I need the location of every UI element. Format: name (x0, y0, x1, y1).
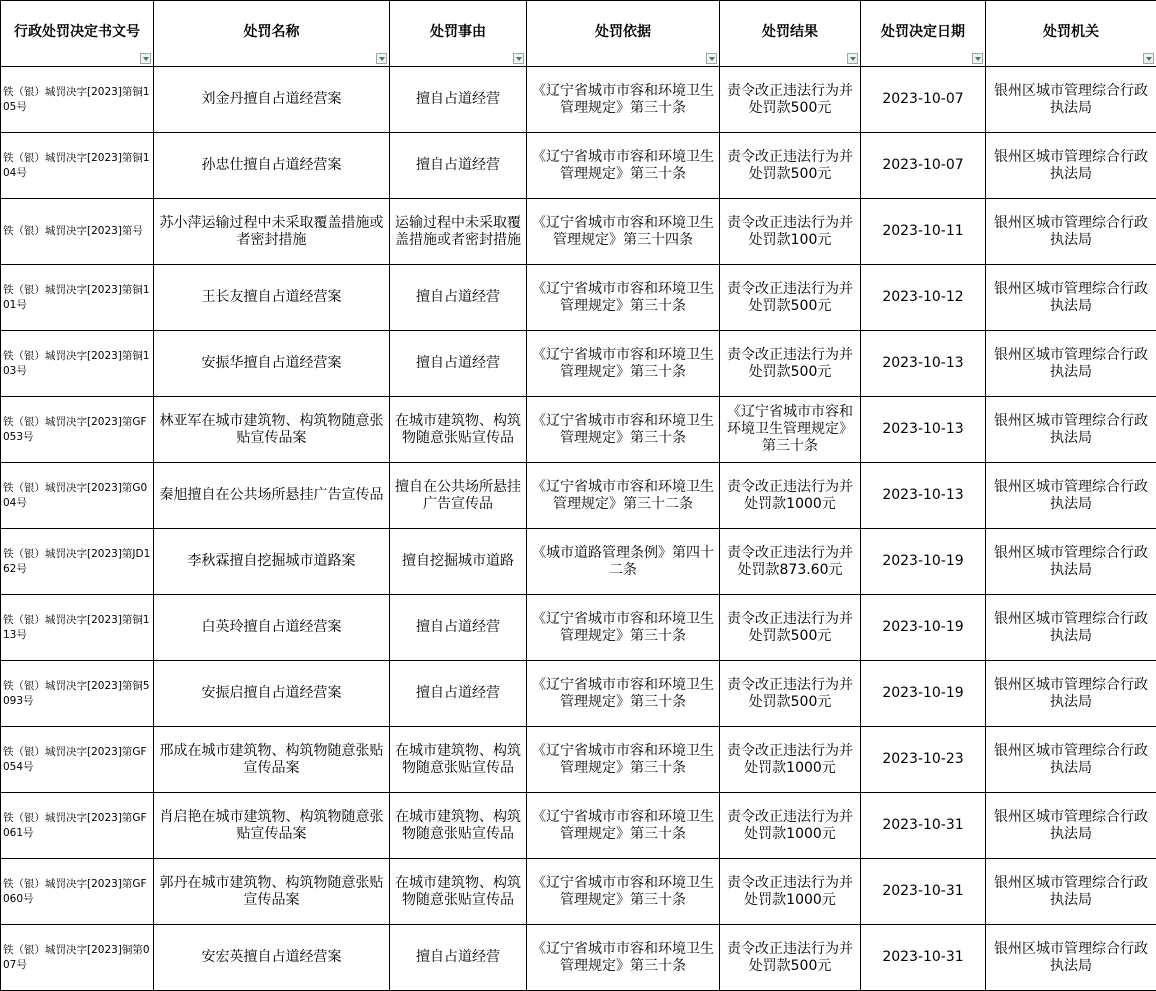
reason-cell[interactable]: 擅自占道经营 (390, 595, 527, 661)
table-row (1, 793, 1156, 859)
table-row (1, 925, 1156, 991)
header-result: 处罚结果 (720, 1, 861, 67)
table-row (1, 199, 1156, 265)
date-cell[interactable]: 2023-10-31 (861, 793, 986, 859)
authority-cell[interactable]: 银州区城市管理综合行政执法局 (986, 397, 1156, 463)
doc-number-cell[interactable]: 铁（银）城罚决字[2023]铜第007号 (1, 925, 154, 991)
case-name-cell[interactable]: 孙忠仕擅自占道经营案 (154, 133, 390, 199)
table-body (1, 67, 1156, 991)
date-cell[interactable]: 2023-10-31 (861, 925, 986, 991)
authority-cell[interactable]: 银州区城市管理综合行政执法局 (986, 133, 1156, 199)
reason-cell[interactable]: 在城市建筑物、构筑物随意张贴宣传品 (390, 859, 527, 925)
case-name-cell[interactable]: 白英玲擅自占道经营案 (154, 595, 390, 661)
basis-cell[interactable]: 《城市道路管理条例》第四十二条 (527, 529, 720, 595)
table-row (1, 859, 1156, 925)
reason-cell[interactable]: 擅自占道经营 (390, 67, 527, 133)
reason-cell[interactable]: 擅自占道经营 (390, 661, 527, 727)
basis-cell[interactable]: 《辽宁省城市市容和环境卫生管理规定》第三十二条 (527, 463, 720, 529)
result-cell[interactable]: 责令改正违法行为并处罚款1000元 (720, 463, 861, 529)
doc-number-cell[interactable]: 铁（银）城罚决字[2023]第G004号 (1, 463, 154, 529)
case-name-cell[interactable]: 李秋霖擅自挖掘城市道路案 (154, 529, 390, 595)
doc-number-cell[interactable]: 铁（银）城罚决字[2023]第铜105号 (1, 67, 154, 133)
table-row (1, 133, 1156, 199)
doc-number-cell[interactable]: 铁（银）城罚决字[2023]第号 (1, 199, 154, 265)
doc-number-cell[interactable]: 铁（银）城罚决字[2023]第铜5093号 (1, 661, 154, 727)
table-row (1, 463, 1156, 529)
date-cell[interactable]: 2023-10-13 (861, 397, 986, 463)
basis-cell[interactable]: 《辽宁省城市市容和环境卫生管理规定》第三十条 (527, 265, 720, 331)
case-name-cell[interactable]: 安振华擅自占道经营案 (154, 331, 390, 397)
filter-dropdown-icon[interactable] (847, 53, 858, 64)
case-name-cell[interactable]: 安振启擅自占道经营案 (154, 661, 390, 727)
date-cell[interactable]: 2023-10-07 (861, 67, 986, 133)
doc-number-cell[interactable]: 铁（银）城罚决字[2023]第铜113号 (1, 595, 154, 661)
result-cell[interactable]: 责令改正违法行为并处罚款500元 (720, 265, 861, 331)
authority-cell[interactable]: 银州区城市管理综合行政执法局 (986, 925, 1156, 991)
date-cell[interactable]: 2023-10-13 (861, 331, 986, 397)
case-name-cell[interactable]: 郭丹在城市建筑物、构筑物随意张贴宣传品案 (154, 859, 390, 925)
result-cell[interactable]: 责令改正违法行为并处罚款1000元 (720, 793, 861, 859)
filter-dropdown-icon[interactable] (972, 53, 983, 64)
reason-cell[interactable]: 擅自在公共场所悬挂广告宣传品 (390, 463, 527, 529)
case-name-cell[interactable]: 苏小萍运输过程中未采取覆盖措施或者密封措施 (154, 199, 390, 265)
basis-cell[interactable]: 《辽宁省城市市容和环境卫生管理规定》第三十四条 (527, 199, 720, 265)
date-cell[interactable]: 2023-10-12 (861, 265, 986, 331)
table-row (1, 265, 1156, 331)
table-row (1, 595, 1156, 661)
case-name-cell[interactable]: 邢成在城市建筑物、构筑物随意张贴宣传品案 (154, 727, 390, 793)
basis-cell[interactable]: 《辽宁省城市市容和环境卫生管理规定》第三十条 (527, 661, 720, 727)
filter-dropdown-icon[interactable] (513, 53, 524, 64)
header-authority: 处罚机关 (986, 1, 1156, 67)
reason-cell[interactable]: 运输过程中未采取覆盖措施或者密封措施 (390, 199, 527, 265)
table-row (1, 529, 1156, 595)
doc-number-cell[interactable]: 铁（银）城罚决字[2023]第铜104号 (1, 133, 154, 199)
filter-dropdown-icon[interactable] (1143, 53, 1154, 64)
basis-cell[interactable]: 《辽宁省城市市容和环境卫生管理规定》第三十条 (527, 67, 720, 133)
authority-cell[interactable]: 银州区城市管理综合行政执法局 (986, 661, 1156, 727)
header-row (1, 1, 1156, 67)
basis-cell[interactable]: 《辽宁省城市市容和环境卫生管理规定》第三十条 (527, 727, 720, 793)
case-name-cell[interactable]: 肖启艳在城市建筑物、构筑物随意张贴宣传品案 (154, 793, 390, 859)
header-doc-number: 行政处罚决定书文号 (1, 1, 154, 67)
table-row (1, 397, 1156, 463)
basis-cell[interactable]: 《辽宁省城市市容和环境卫生管理规定》第三十条 (527, 859, 720, 925)
reason-cell[interactable]: 在城市建筑物、构筑物随意张贴宣传品 (390, 397, 527, 463)
case-name-cell[interactable]: 刘金丹擅自占道经营案 (154, 67, 390, 133)
result-cell[interactable]: 责令改正违法行为并处罚款500元 (720, 661, 861, 727)
result-cell[interactable]: 责令改正违法行为并处罚款500元 (720, 67, 861, 133)
case-name-cell[interactable]: 安宏英擅自占道经营案 (154, 925, 390, 991)
authority-cell[interactable]: 银州区城市管理综合行政执法局 (986, 793, 1156, 859)
header-basis: 处罚依据 (527, 1, 720, 67)
reason-cell[interactable]: 擅自占道经营 (390, 133, 527, 199)
authority-cell[interactable]: 银州区城市管理综合行政执法局 (986, 463, 1156, 529)
basis-cell[interactable]: 《辽宁省城市市容和环境卫生管理规定》第三十条 (527, 595, 720, 661)
result-cell[interactable]: 《辽宁省城市市容和环境卫生管理规定》第三十条 (720, 397, 861, 463)
table-row (1, 331, 1156, 397)
doc-number-cell[interactable]: 铁（银）城罚决字[2023]第GF054号 (1, 727, 154, 793)
date-cell[interactable]: 2023-10-19 (861, 529, 986, 595)
result-cell[interactable]: 责令改正违法行为并处罚款500元 (720, 133, 861, 199)
result-cell[interactable]: 责令改正违法行为并处罚款100元 (720, 199, 861, 265)
date-cell[interactable]: 2023-10-07 (861, 133, 986, 199)
case-name-cell[interactable]: 林亚军在城市建筑物、构筑物随意张贴宣传品案 (154, 397, 390, 463)
basis-cell[interactable]: 《辽宁省城市市容和环境卫生管理规定》第三十条 (527, 397, 720, 463)
authority-cell[interactable]: 银州区城市管理综合行政执法局 (986, 331, 1156, 397)
doc-number-cell[interactable]: 铁（银）城罚决字[2023]第GF053号 (1, 397, 154, 463)
result-cell[interactable]: 责令改正违法行为并处罚款1000元 (720, 859, 861, 925)
reason-cell[interactable]: 擅自挖掘城市道路 (390, 529, 527, 595)
authority-cell[interactable]: 银州区城市管理综合行政执法局 (986, 199, 1156, 265)
authority-cell[interactable]: 银州区城市管理综合行政执法局 (986, 67, 1156, 133)
reason-cell[interactable]: 在城市建筑物、构筑物随意张贴宣传品 (390, 727, 527, 793)
filter-dropdown-icon[interactable] (706, 53, 717, 64)
date-cell[interactable]: 2023-10-19 (861, 595, 986, 661)
result-cell[interactable]: 责令改正违法行为并处罚款873.60元 (720, 529, 861, 595)
reason-cell[interactable]: 擅自占道经营 (390, 925, 527, 991)
result-cell[interactable]: 责令改正违法行为并处罚款500元 (720, 595, 861, 661)
case-name-cell[interactable]: 秦旭擅自在公共场所悬挂广告宣传品 (154, 463, 390, 529)
doc-number-cell[interactable]: 铁（银）城罚决字[2023]第铜103号 (1, 331, 154, 397)
authority-cell[interactable]: 银州区城市管理综合行政执法局 (986, 859, 1156, 925)
reason-cell[interactable]: 擅自占道经营 (390, 265, 527, 331)
reason-cell[interactable]: 擅自占道经营 (390, 331, 527, 397)
table-row (1, 727, 1156, 793)
authority-cell[interactable]: 银州区城市管理综合行政执法局 (986, 265, 1156, 331)
basis-cell[interactable]: 《辽宁省城市市容和环境卫生管理规定》第三十条 (527, 331, 720, 397)
result-cell[interactable]: 责令改正违法行为并处罚款1000元 (720, 727, 861, 793)
date-cell[interactable]: 2023-10-23 (861, 727, 986, 793)
case-name-cell[interactable]: 王长友擅自占道经营案 (154, 265, 390, 331)
doc-number-cell[interactable]: 铁（银）城罚决字[2023]第铜101号 (1, 265, 154, 331)
basis-cell[interactable]: 《辽宁省城市市容和环境卫生管理规定》第三十条 (527, 925, 720, 991)
table-row (1, 67, 1156, 133)
reason-cell[interactable]: 在城市建筑物、构筑物随意张贴宣传品 (390, 793, 527, 859)
basis-cell[interactable]: 《辽宁省城市市容和环境卫生管理规定》第三十条 (527, 133, 720, 199)
table-row (1, 661, 1156, 727)
doc-number-cell[interactable]: 铁（银）城罚决字[2023]第GF061号 (1, 793, 154, 859)
date-cell[interactable]: 2023-10-31 (861, 859, 986, 925)
authority-cell[interactable]: 银州区城市管理综合行政执法局 (986, 727, 1156, 793)
date-cell[interactable]: 2023-10-11 (861, 199, 986, 265)
date-cell[interactable]: 2023-10-13 (861, 463, 986, 529)
doc-number-cell[interactable]: 铁（银）城罚决字[2023]第GF060号 (1, 859, 154, 925)
result-cell[interactable]: 责令改正违法行为并处罚款500元 (720, 925, 861, 991)
header-date: 处罚决定日期 (861, 1, 986, 67)
basis-cell[interactable]: 《辽宁省城市市容和环境卫生管理规定》第三十条 (527, 793, 720, 859)
header-case-name: 处罚名称 (154, 1, 390, 67)
filter-dropdown-icon[interactable] (376, 53, 387, 64)
date-cell[interactable]: 2023-10-19 (861, 661, 986, 727)
header-reason: 处罚事由 (390, 1, 527, 67)
result-cell[interactable]: 责令改正违法行为并处罚款500元 (720, 331, 861, 397)
filter-dropdown-icon[interactable] (140, 53, 151, 64)
authority-cell[interactable]: 银州区城市管理综合行政执法局 (986, 529, 1156, 595)
authority-cell[interactable]: 银州区城市管理综合行政执法局 (986, 595, 1156, 661)
doc-number-cell[interactable]: 铁（银）城罚决字[2023]第JD162号 (1, 529, 154, 595)
